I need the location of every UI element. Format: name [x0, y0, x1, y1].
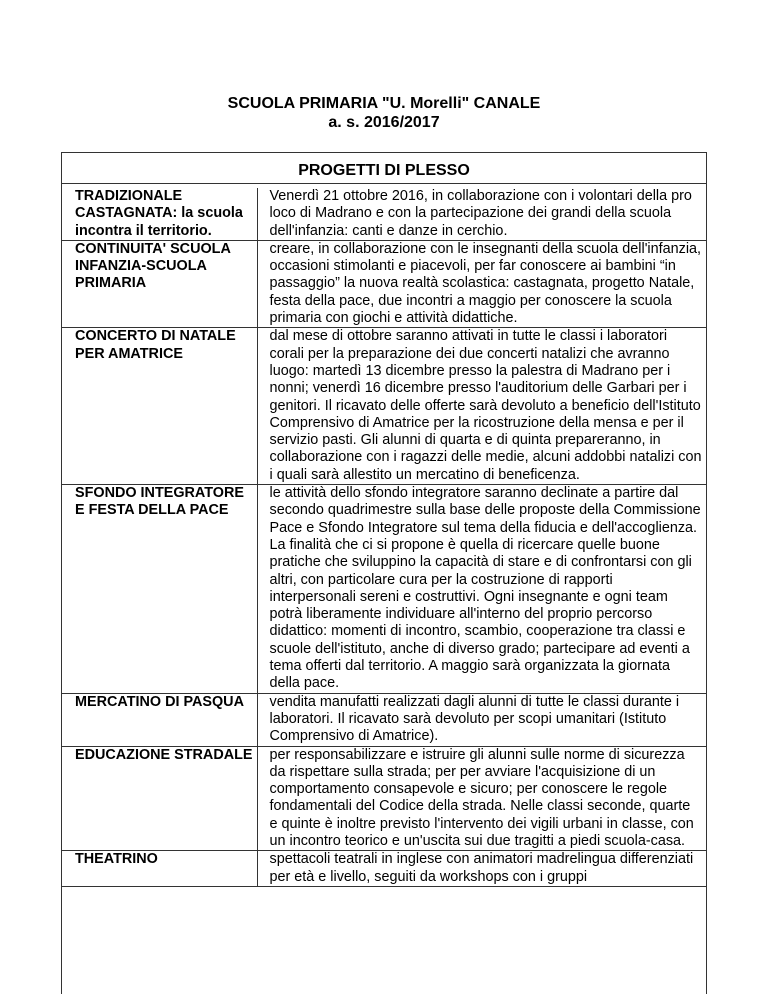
project-name: EDUCAZIONE STRADALE	[62, 746, 257, 851]
table-row	[62, 851, 706, 887]
project-name: CONTINUITA' SCUOLA INFANZIA-SCUOLA PRIMARIA	[62, 240, 257, 327]
project-name: THEATRINO	[62, 851, 257, 887]
projects-table	[62, 188, 706, 887]
project-name: TRADIZIONALE CASTAGNATA: la scuola incontra il territorio.	[62, 188, 257, 240]
project-description: Venerdì 21 ottobre 2016, in collaborazione con i volontari della pro loco di Madrano e con la partecipazione dei grandi della scuola dell'infanzia: canti e danze in cerchio.	[257, 188, 706, 240]
project-name: MERCATINO DI PASQUA	[62, 693, 257, 746]
table-row	[62, 693, 706, 746]
table-row	[62, 188, 706, 240]
projects-table-frame	[61, 152, 707, 994]
section-title: PROGETTI DI PLESSO	[62, 153, 706, 184]
project-description: spettacoli teatrali in inglese con animatori madrelingua differenziati per età e livello, seguiti da workshops con i gruppi	[257, 851, 706, 887]
school-title: SCUOLA PRIMARIA "U. Morelli" CANALE	[227, 95, 541, 112]
project-description: vendita manufatti realizzati dagli alunni di tutte le classi durante i laboratori. Il ricavato sarà devoluto per scopi umanitari (Istituto Comprensivo di Amatrice).	[257, 693, 706, 746]
school-year: a. s. 2016/2017	[328, 114, 440, 131]
table-row	[62, 328, 706, 485]
project-description: creare, in collaborazione con le insegnanti della scuola dell'infanzia, occasioni stimolanti e piacevoli, per far conoscere ai bambini “in passaggio” la nuova realtà scolastica: castagnata, progetto Natale, festa della pace, due incontri a maggio per conoscere la scuola primaria con giochi e attività didattiche.	[257, 240, 706, 327]
table-row	[62, 485, 706, 694]
table-row	[62, 240, 706, 327]
project-name: CONCERTO DI NATALE PER AMATRICE	[62, 328, 257, 485]
table-row	[62, 746, 706, 851]
project-description: le attività dello sfondo integratore saranno declinate a partire dal secondo quadrimestre sulla base delle proposte della Commissione Pace e Sfondo Integratore sul tema della fiducia e dell'accoglienza. La finalità che ci si propone è quella di ricercare quelle buone pratiche che sviluppino la capacità di stare e di confrontarsi con gli altri, con particolare cura per la costruzione di rapporti interpersonali sereni e costruttivi. Ogni insegnante e ogni team potrà liberamente individuare all'interno del proprio percorso didattico: momenti di incontro, scambio, cooperazione tra classi e scuole dell'istituto, anche di diverso grado; partecipare ad eventi a tema offerti dal territorio. A maggio sarà organizzata la giornata della pace.	[257, 485, 706, 694]
project-name: SFONDO INTEGRATORE E FESTA DELLA PACE	[62, 485, 257, 694]
project-description: per responsabilizzare e istruire gli alunni sulle norme di sicurezza da rispettare sulla strada; per per avviare l'acquisizione di un comportamento consapevole e sicuro; per conoscere le regole fondamentali del Codice della strada. Nelle classi seconde, quarte e quinte è inoltre previsto l'intervento dei vigili urbani in classe, con un incontro teorico e un'uscita sui due tragitti a piedi scuola-casa.	[257, 746, 706, 851]
project-description: dal mese di ottobre saranno attivati in tutte le classi i laboratori corali per la preparazione dei due concerti natalizi che avranno luogo: martedì 13 dicembre presso la palestra di Madrano per i nonni; venerdì 16 dicembre presso l'auditorium delle Garbari per i genitori. Il ricavato delle offerte sarà devoluto a beneficio dell'Istituto Comprensivo di Amatrice per la ricostruzione della mensa e per il servizio pasti. Gli alunni di quarta e di quinta prepareranno, in collaborazione con i ragazzi delle medie, alcuni addobbi natalizi con i quali sarà allestito un mercatino di beneficenza.	[257, 328, 706, 485]
